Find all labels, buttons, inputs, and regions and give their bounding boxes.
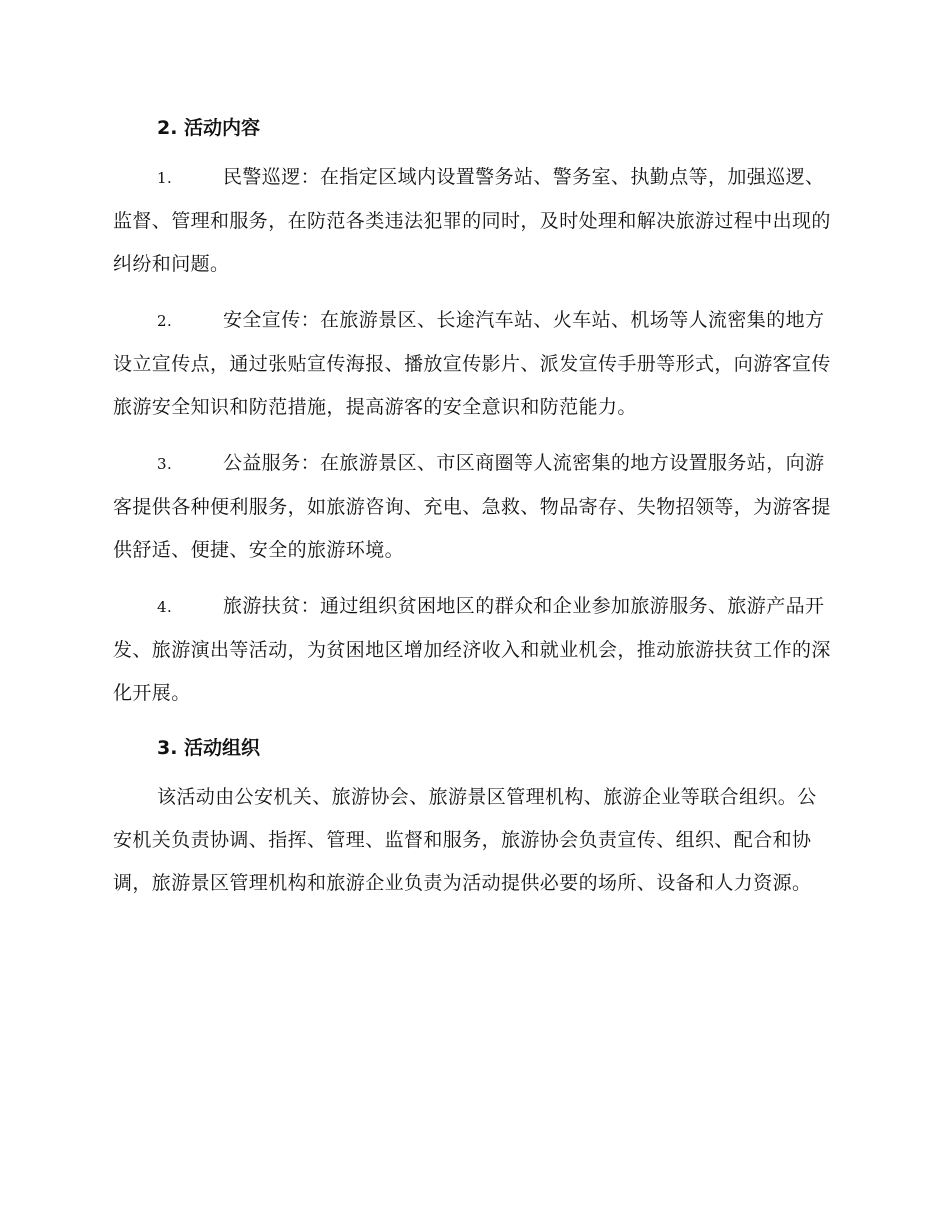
list-item-text: 旅游扶贫：通过组织贫困地区的群众和企业参加旅游服务、旅游产品开发、旅游演出等活动，为贫困地区增加经济收入和就业机会，推动旅游扶贫工作的深化开展。 <box>113 595 831 704</box>
section-heading-activity-content: 2. 活动内容 <box>157 117 261 139</box>
list-item-text: 安全宣传：在旅游景区、长途汽车站、火车站、机场等人流密集的地方设立宣传点，通过张贴宣传海报、播放宣传影片、派发宣传手册等形式，向游客宣传旅游安全知识和防范措施，提高游客的安全意识和防范能力。 <box>113 309 831 418</box>
list-item <box>113 585 835 715</box>
list-item <box>113 442 835 572</box>
list-item <box>113 156 835 286</box>
list-item-number: 4. <box>157 598 173 616</box>
list-item-text: 公益服务：在旅游景区、市区商圈等人流密集的地方设置服务站，向游客提供各种便利服务，如旅游咨询、充电、急救、物品寄存、失物招领等，为游客提供舒适、便捷、安全的旅游环境。 <box>113 452 831 561</box>
document-body <box>113 108 835 905</box>
section-heading-activity-organization: 3. 活动组织 <box>157 737 261 759</box>
list-item <box>113 299 835 429</box>
organization-paragraph: 该活动由公安机关、旅游协会、旅游景区管理机构、旅游企业等联合组织。公安机关负责协调、指挥、管理、监督和服务，旅游协会负责宣传、组织、配合和协调，旅游景区管理机构和旅游企业负责为活动提供必要的场所、设备和人力资源。 <box>113 786 817 894</box>
list-item-number: 2. <box>157 312 173 330</box>
list-item-text: 民警巡逻：在指定区域内设置警务站、警务室、执勤点等，加强巡逻、监督、管理和服务，在防范各类违法犯罪的同时，及时处理和解决旅游过程中出现的纠纷和问题。 <box>113 166 831 275</box>
list-item-number: 3. <box>157 455 173 473</box>
list-item-number: 1. <box>157 169 173 187</box>
